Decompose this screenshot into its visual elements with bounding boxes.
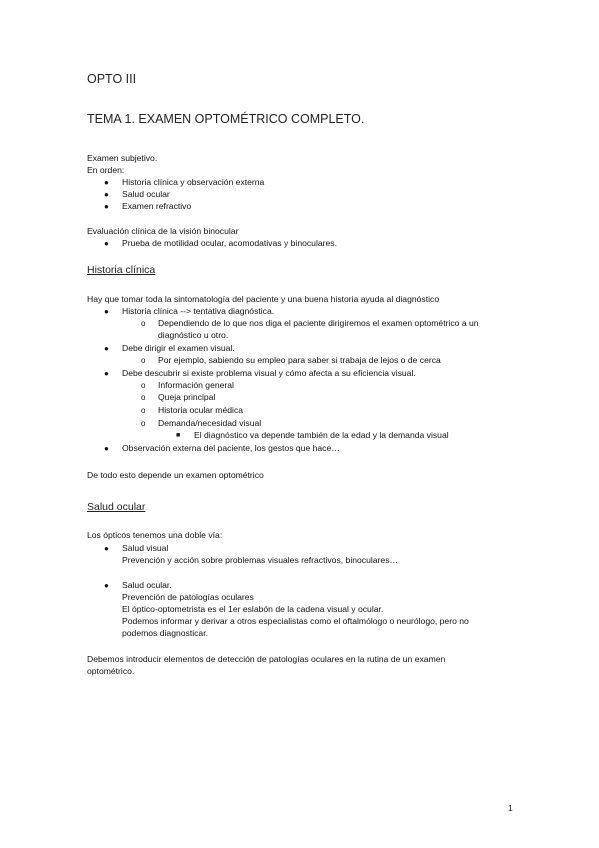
- historia-subsub: El diagnóstico va depende también de la edad y la demanda visual: [194, 430, 449, 440]
- circle-bullet-icon: o: [141, 406, 146, 415]
- square-bullet-icon: ■: [176, 432, 181, 439]
- historia-sub-cont: diagnóstico u otro.: [158, 330, 229, 340]
- salud-text: Prevención de patologías oculares: [122, 592, 254, 602]
- intro-item: Examen refractivo: [122, 201, 192, 211]
- historia-sub: Dependiendo de lo que nos diga el paciente dirigiremos el examen optométrico a un: [158, 318, 479, 328]
- salud-text: Podemos informar y derivar a otros especialistas como el oftalmólogo o neurólogo, pero no: [122, 616, 469, 626]
- historia-sub: Queja principal: [158, 392, 216, 402]
- salud-intro: Los ópticos tenemos una doble vía:: [87, 530, 223, 540]
- bullet-icon: ●: [104, 544, 109, 553]
- circle-bullet-icon: o: [141, 419, 146, 428]
- bullet-icon: ●: [104, 369, 109, 378]
- section-title-historia: Historia clínica: [87, 264, 156, 276]
- historia-bullet: Debe descubrir si existe problema visual y cómo afecta a su eficiencia visual.: [122, 368, 416, 378]
- salud-closing: Debemos introducir elementos de detección de patologías oculares en la rutina de un examen: [87, 654, 446, 664]
- binocular-item: Prueba de motilidad ocular, acomodativas y binoculares.: [122, 238, 337, 248]
- salud-text: podemos diagnosticar.: [122, 628, 208, 638]
- historia-sub: Historia ocular médica: [158, 405, 244, 415]
- bullet-icon: ●: [104, 178, 109, 187]
- circle-bullet-icon: o: [141, 393, 146, 402]
- historia-sub: Información general: [158, 380, 234, 390]
- bullet-icon: ●: [104, 307, 109, 316]
- salud-text: El óptico-optometrista es el 1er eslabón de la cadena visual y ocular.: [122, 604, 384, 614]
- salud-bullet: Salud ocular.: [122, 580, 172, 590]
- intro-line-2: En orden:: [87, 165, 125, 175]
- historia-sub: Demanda/necesidad visual: [158, 418, 262, 428]
- intro-item: Salud ocular: [122, 189, 170, 199]
- bullet-icon: ●: [104, 190, 109, 199]
- historia-closing: De todo esto depende un examen optométrico: [87, 470, 264, 480]
- bullet-icon: ●: [104, 581, 109, 590]
- binocular-heading: Evaluación clínica de la visión binocular: [87, 226, 239, 236]
- intro-line-1: Examen subjetivo.: [87, 153, 158, 163]
- salud-closing-cont: optométrico.: [87, 666, 135, 676]
- circle-bullet-icon: o: [141, 319, 146, 328]
- historia-intro: Hay que tomar toda la sintomatología del paciente y una buena historia ayuda al diagnóstico: [87, 294, 440, 304]
- bullet-icon: ●: [104, 344, 109, 353]
- historia-bullet: Debe dirigir el examen visual.: [122, 343, 235, 353]
- course-title: OPTO III: [87, 72, 137, 86]
- intro-item: Historia clínica y observación externa: [122, 177, 265, 187]
- bullet-icon: ●: [104, 239, 109, 248]
- circle-bullet-icon: o: [141, 356, 146, 365]
- historia-sub: Por ejemplo, sabiendo su empleo para saber si trabaja de lejos o de cerca: [158, 355, 441, 365]
- section-title-salud: Salud ocular: [87, 501, 146, 513]
- circle-bullet-icon: o: [141, 381, 146, 390]
- historia-bullet: Observación externa del paciente, los gestos que hace…: [122, 443, 340, 453]
- historia-bullet: Historia clínica --> tentativa diagnóstica.: [122, 306, 275, 316]
- page-number: 1: [508, 803, 513, 813]
- salud-bullet: Salud visual: [122, 543, 169, 553]
- bullet-icon: ●: [104, 444, 109, 453]
- topic-title: TEMA 1. EXAMEN OPTOMÉTRICO COMPLETO.: [87, 112, 365, 126]
- salud-text: Prevención y acción sobre problemas visuales refractivos, binoculares…: [122, 555, 399, 565]
- bullet-icon: ●: [104, 202, 109, 211]
